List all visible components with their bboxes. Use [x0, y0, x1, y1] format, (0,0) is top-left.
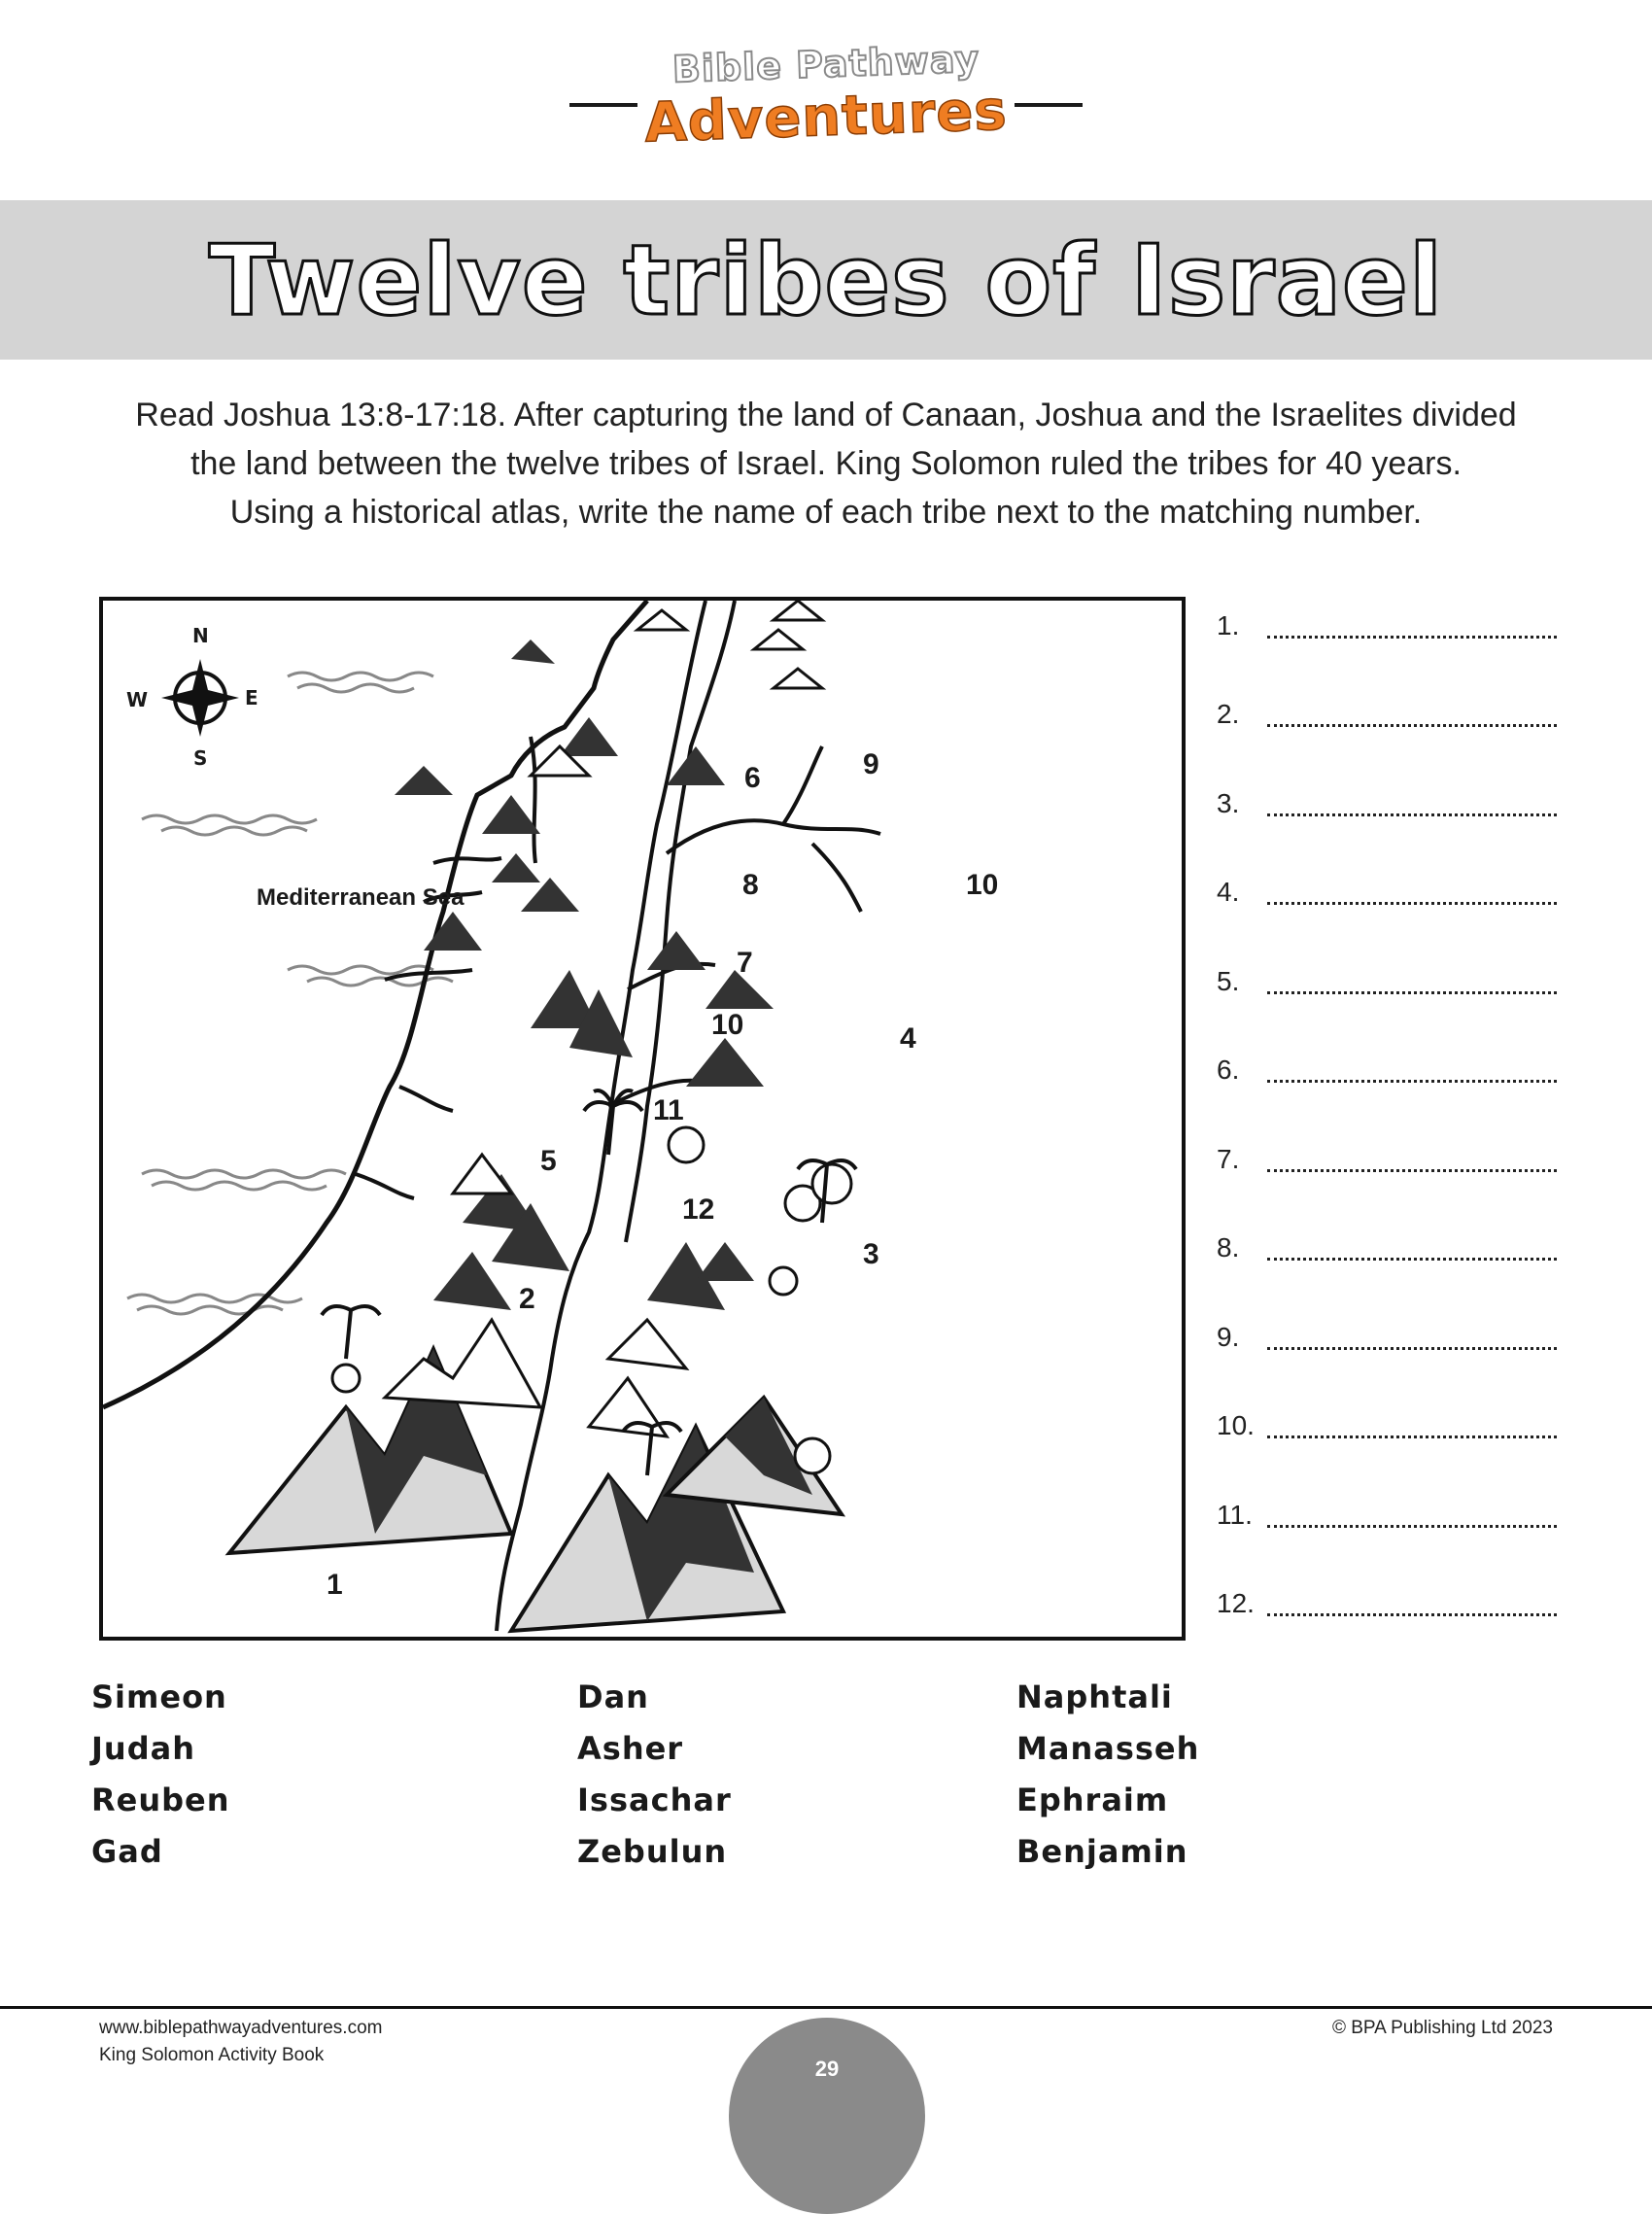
answer-blank[interactable]: [1267, 1080, 1557, 1083]
answer-number: 7.: [1217, 1144, 1240, 1174]
answer-row[interactable]: [1217, 1232, 1557, 1271]
footer-divider: [0, 2006, 1652, 2009]
answer-blank[interactable]: [1267, 1613, 1557, 1616]
instructions-line-1: Read Joshua 13:8-17:18. After capturing the land of Canaan, Joshua and the Israelites divided: [135, 397, 1517, 433]
answer-number: 9.: [1217, 1322, 1240, 1352]
tribe-name: Gad: [91, 1833, 163, 1870]
region-11: 11: [653, 1094, 684, 1126]
region-2: 2: [519, 1283, 535, 1315]
compass-s: S: [193, 746, 208, 770]
answer-number: 4.: [1217, 877, 1240, 907]
tribe-name: Benjamin: [1016, 1833, 1188, 1870]
answer-row[interactable]: [1217, 788, 1557, 827]
answer-blank[interactable]: [1267, 1347, 1557, 1350]
region-8: 8: [742, 869, 759, 901]
answer-row[interactable]: [1217, 610, 1557, 649]
instructions-line-2: the land between the twelve tribes of Israel. King Solomon ruled the tribes for 40 years.: [190, 445, 1462, 482]
answer-row[interactable]: [1217, 1588, 1557, 1627]
tribe-name: Simeon: [91, 1678, 227, 1715]
answer-row[interactable]: [1217, 1055, 1557, 1093]
answer-number: 3.: [1217, 788, 1240, 818]
map-drawing: [103, 601, 1182, 1637]
tribe-name: Judah: [91, 1730, 195, 1767]
tribe-name: Zebulun: [577, 1833, 728, 1870]
footer-website[interactable]: www.biblepathwayadventures.com: [99, 2018, 383, 2038]
answer-number: 6.: [1217, 1055, 1240, 1085]
tribe-column-2: [577, 1672, 732, 1878]
answer-row[interactable]: [1217, 1500, 1557, 1539]
instructions: [78, 391, 1574, 536]
region-12: 12: [682, 1193, 715, 1226]
answer-blank[interactable]: [1267, 1169, 1557, 1172]
region-6: 6: [744, 762, 761, 794]
answer-number: 10.: [1217, 1410, 1255, 1440]
footer-book-title: King Solomon Activity Book: [99, 2045, 325, 2065]
answer-row[interactable]: [1217, 966, 1557, 1005]
region-4: 4: [900, 1022, 916, 1055]
region-10-west: 10: [711, 1009, 744, 1041]
tribe-name: Ephraim: [1016, 1782, 1169, 1818]
answer-blank[interactable]: [1267, 813, 1557, 816]
answer-row[interactable]: [1217, 877, 1557, 916]
region-5: 5: [540, 1145, 557, 1177]
page-number-badge: [729, 2018, 925, 2214]
answer-row[interactable]: [1217, 699, 1557, 738]
answer-blank[interactable]: [1267, 636, 1557, 639]
tribe-name: Manasseh: [1016, 1730, 1200, 1767]
answer-blank[interactable]: [1267, 1525, 1557, 1528]
tribe-name: Issachar: [577, 1782, 732, 1818]
mountains: [229, 601, 842, 1631]
answer-number: 8.: [1217, 1232, 1240, 1263]
answer-blank[interactable]: [1267, 724, 1557, 727]
tribe-column-3: [1016, 1672, 1199, 1878]
logo-line1: Bible Pathway: [671, 37, 981, 91]
region-3: 3: [863, 1238, 879, 1270]
answer-row[interactable]: [1217, 1322, 1557, 1361]
page-title: Twelve tribes of Israel: [208, 224, 1444, 337]
page-number: 29: [814, 2057, 840, 2081]
compass-rose: [161, 659, 239, 737]
region-7: 7: [737, 947, 753, 979]
instructions-line-3: Using a historical atlas, write the name of each tribe next to the matching number.: [229, 494, 1423, 531]
answer-number: 1.: [1217, 610, 1240, 640]
tribe-name: Dan: [577, 1678, 649, 1715]
answer-number: 11.: [1217, 1500, 1253, 1530]
tribe-name: Asher: [577, 1730, 684, 1767]
answer-blank[interactable]: [1267, 991, 1557, 994]
region-9: 9: [863, 748, 879, 780]
answer-row[interactable]: [1217, 1144, 1557, 1183]
tribe-column-1: [91, 1672, 230, 1878]
sea-waves: [127, 673, 453, 1314]
compass-e: E: [245, 686, 258, 709]
tribe-name: Reuben: [91, 1782, 230, 1818]
compass-n: N: [192, 624, 209, 647]
sea-label: Mediterranean Sea: [257, 884, 465, 911]
answer-number: 5.: [1217, 966, 1240, 996]
footer-copyright: © BPA Publishing Ltd 2023: [1331, 2018, 1553, 2038]
answer-blank[interactable]: [1267, 1258, 1557, 1261]
region-1: 1: [327, 1569, 343, 1601]
answer-number: 12.: [1217, 1588, 1255, 1618]
answer-blank[interactable]: [1267, 1436, 1557, 1438]
region-10-east: 10: [966, 869, 999, 901]
answer-blank[interactable]: [1267, 902, 1557, 905]
answer-row[interactable]: [1217, 1410, 1557, 1449]
logo-line2: Adventures: [643, 79, 1009, 156]
israel-map: [99, 597, 1186, 1641]
tribe-name: Naphtali: [1016, 1678, 1173, 1715]
answer-number: 2.: [1217, 699, 1240, 729]
compass-w: W: [126, 688, 149, 711]
